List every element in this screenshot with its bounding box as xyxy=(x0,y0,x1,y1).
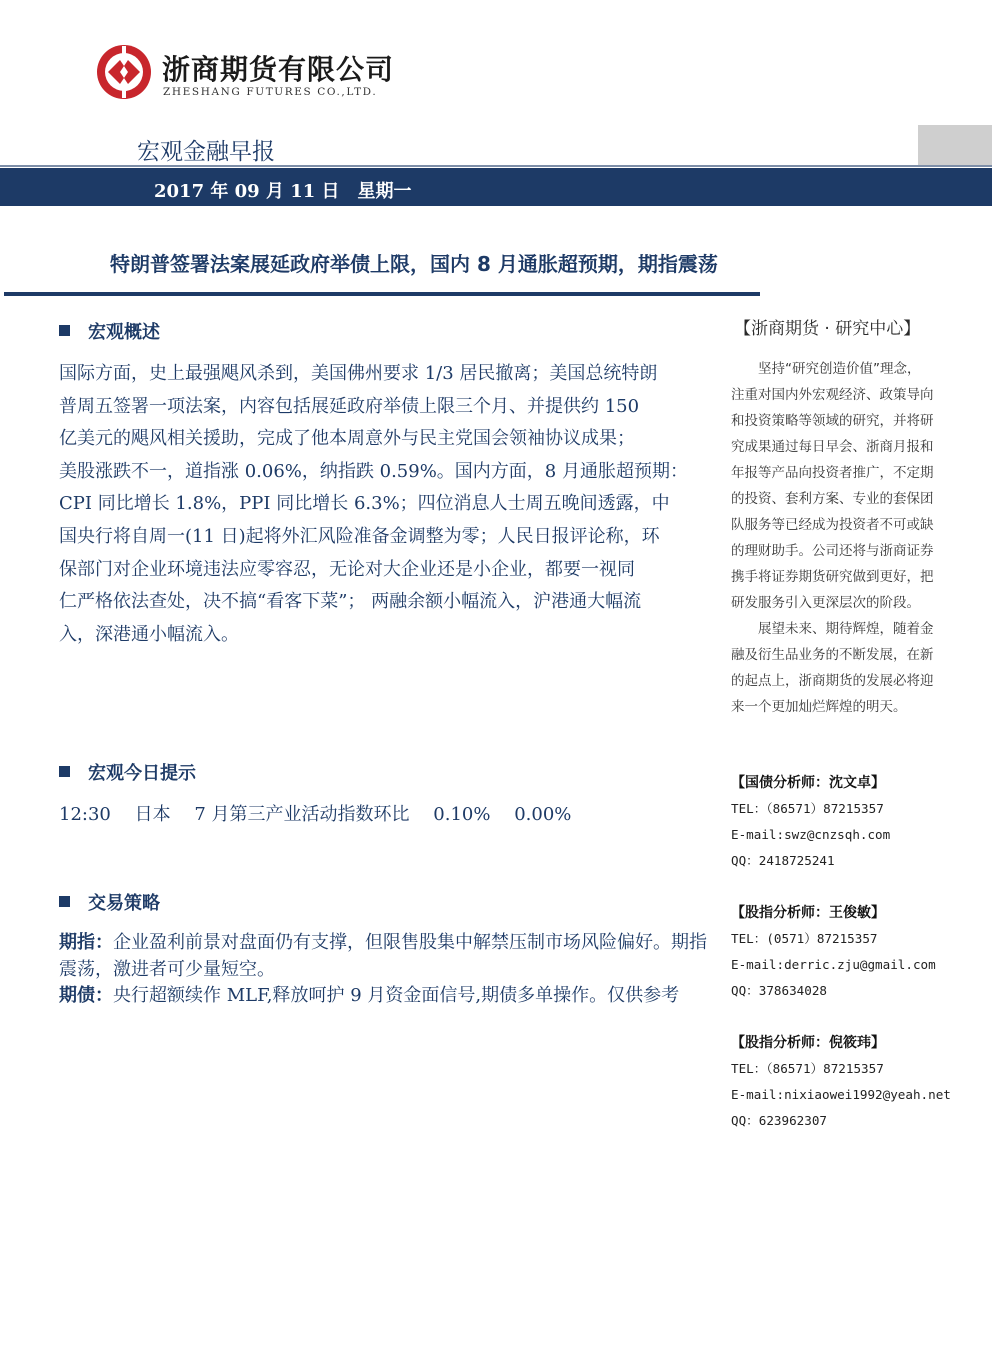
strategy-index-text: 企业盈利前景对盘面仍有支撑，但限售股集中解禁压制市场风险偏好。期指震荡，激进者可少量短空。 xyxy=(59,932,707,980)
analyst-title: 【国债分析师：沈文卓】 xyxy=(731,775,885,791)
strategy-bond-text: 央行超额续作 MLF,释放呵护 9 月资金面信号,期债多单操作。仅供参考 xyxy=(113,985,680,1006)
overview-line: 仁严格依法查处，决不搞“看客下菜”； 两融余额小幅流入，沪港通大幅流 xyxy=(59,591,642,613)
analyst-qq: QQ：378634028 xyxy=(731,983,827,998)
sidebar-body xyxy=(731,356,961,720)
strategy-body xyxy=(59,930,719,1010)
overview-line: 普周五签署一项法案，内容包括展延政府举债上限三个月、并提供约 150 xyxy=(59,395,640,417)
company-logo xyxy=(96,44,152,100)
sidebar-line: 坚持“研究创造价值”理念， xyxy=(731,361,921,377)
overview-line: 亿美元的飓风相关援助，完成了他本周意外与民主党国会领袖协议成果； xyxy=(59,428,635,450)
analyst-email: E-mail:nixiaowei1992@yeah.net xyxy=(731,1087,951,1102)
company-name-en: ZHESHANG FUTURES CO.,LTD. xyxy=(163,86,378,98)
sidebar-line: 携手将证券期货研究做到更好，把 xyxy=(731,569,934,585)
analyst-qq: QQ：2418725241 xyxy=(731,853,835,868)
sidebar-line: 和投资策略等领域的研究，并将研 xyxy=(731,413,934,429)
analyst-card xyxy=(731,1030,971,1134)
analyst-card xyxy=(731,900,971,1004)
date-bar xyxy=(0,168,992,206)
report-date: 2017 年 09 月 11 日 星期一 xyxy=(154,181,412,202)
strategy-bond-paragraph xyxy=(59,983,719,1010)
section-heading-overview xyxy=(59,318,160,344)
company-name-cn: 浙商期货有限公司 xyxy=(162,53,395,86)
overview-line: 国央行将自周一(11 日)起将外汇风险准备金调整为零；人民日报评论称，环 xyxy=(59,525,660,547)
square-bullet-icon xyxy=(59,896,70,907)
strategy-index-paragraph xyxy=(59,930,719,983)
sidebar-line: 究成果通过每日早会、浙商月报和 xyxy=(731,439,934,455)
header-divider xyxy=(0,165,992,167)
analyst-title: 【股指分析师：倪筱玮】 xyxy=(731,1035,885,1051)
section-heading-text: 宏观概述 xyxy=(88,322,160,343)
overview-line: 入，深港通小幅流入。 xyxy=(59,623,239,645)
sidebar-line: 融及衍生品业务的不断发展，在新 xyxy=(731,647,934,663)
analyst-card xyxy=(731,770,971,874)
report-headline: 特朗普签署法案展延政府举债上限，国内 8 月通胀超预期，期指震荡 xyxy=(110,252,718,276)
headline-underline xyxy=(4,292,760,296)
tip-forecast: 0.00% xyxy=(514,804,572,825)
tips-row xyxy=(59,800,719,826)
section-heading-tips xyxy=(59,759,196,785)
sidebar-line: 来一个更加灿烂辉煌的明天。 xyxy=(731,699,907,715)
overview-body xyxy=(59,358,719,651)
header-gray-block xyxy=(918,125,992,166)
tip-event: 7 月第三产业活动指数环比 xyxy=(194,804,410,825)
section-heading-strategy xyxy=(59,889,160,915)
tip-country: 日本 xyxy=(134,804,171,825)
sidebar-line: 展望未来、期待辉煌，随着金 xyxy=(731,621,934,637)
square-bullet-icon xyxy=(59,325,70,336)
strategy-bond-label: 期债： xyxy=(59,985,113,1006)
overview-line: 国际方面，史上最强飓风杀到，美国佛州要求 1/3 居民撤离；美国总统特朗 xyxy=(59,363,658,384)
analyst-tel: TEL：(0571）87215357 xyxy=(731,931,878,946)
analyst-tel: TEL：（86571）87215357 xyxy=(731,801,884,816)
section-heading-text: 宏观今日提示 xyxy=(88,763,196,784)
sidebar-line: 的理财助手。公司还将与浙商证券 xyxy=(731,543,934,559)
tip-previous: 0.10% xyxy=(433,804,491,825)
tip-time: 12:30 xyxy=(59,804,111,825)
sidebar-line: 的起点上，浙商期货的发展必将迎 xyxy=(731,673,934,689)
report-type-title: 宏观金融早报 xyxy=(137,139,275,165)
section-heading-text: 交易策略 xyxy=(88,893,160,914)
analyst-title: 【股指分析师：王俊敏】 xyxy=(731,905,885,921)
sidebar-line: 年报等产品向投资者推广，不定期 xyxy=(731,465,934,481)
analyst-email: E-mail:derric.zju@gmail.com xyxy=(731,957,936,972)
overview-line: 保部门对企业环境违法应零容忍，无论对大企业还是小企业，都要一视同 xyxy=(59,558,635,580)
strategy-index-label: 期指： xyxy=(59,932,113,953)
sidebar-title: 【浙商期货 · 研究中心】 xyxy=(734,319,921,339)
analyst-qq: QQ：623962307 xyxy=(731,1113,827,1128)
sidebar-line: 研发服务引入更深层次的阶段。 xyxy=(731,595,920,611)
sidebar-line: 的投资、套利方案、专业的套保团 xyxy=(731,491,934,507)
square-bullet-icon xyxy=(59,766,70,777)
overview-line: CPI 同比增长 1.8%，PPI 同比增长 6.3%；四位消息人士周五晚间透露，中 xyxy=(59,493,670,515)
overview-line: 美股涨跌不一，道指涨 0.06%，纳指跌 0.59%。国内方面，8 月通胀超预期： xyxy=(59,460,688,482)
sidebar-line: 注重对国内外宏观经济、政策导向 xyxy=(731,387,934,403)
sidebar-line: 队服务等已经成为投资者不可或缺 xyxy=(731,517,934,533)
analyst-email: E-mail:swz@cnzsqh.com xyxy=(731,827,891,842)
analyst-tel: TEL：（86571）87215357 xyxy=(731,1061,884,1076)
